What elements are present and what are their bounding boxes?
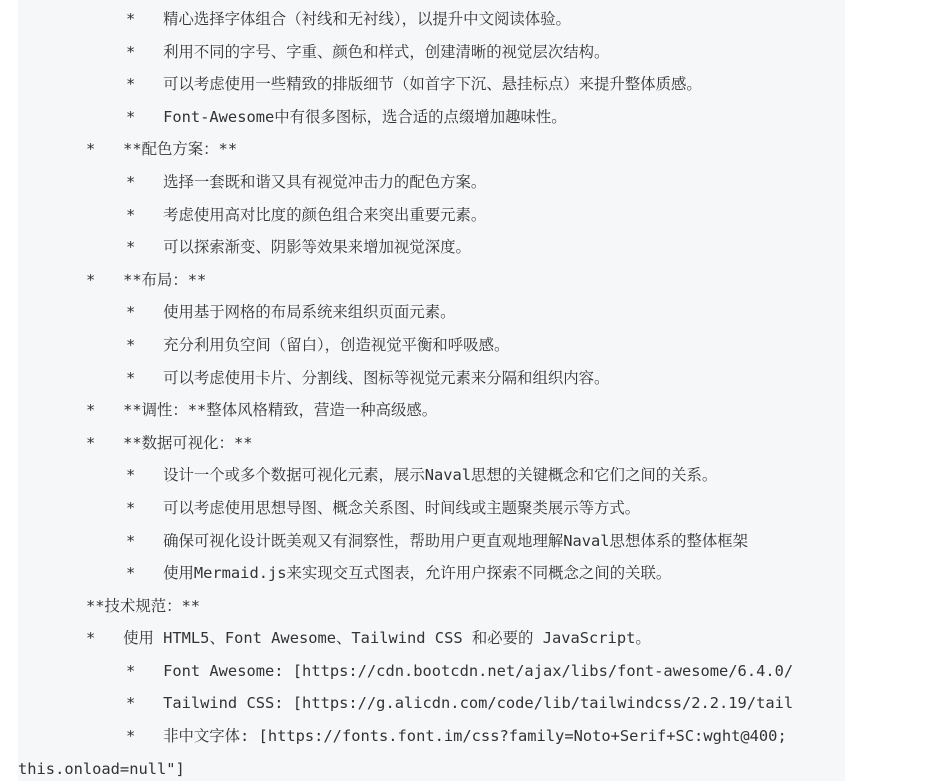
nested-list-line: * 非中文字体: [https://fonts.font.im/css?family=Noto+Serif+SC:wght@400; <box>126 727 787 746</box>
right-margin <box>845 0 934 781</box>
code-block <box>18 3 794 781</box>
nested-list-line: * 充分利用负空间（留白），创造视觉平衡和呼吸感。 <box>126 335 510 354</box>
continuation-line: this.onload=null"] <box>18 759 185 778</box>
nested-list-line: * 可以探索渐变、阴影等效果来增加视觉深度。 <box>126 238 471 257</box>
nested-list-line: * 设计一个或多个数据可视化元素，展示Naval思想的关键概念和它们之间的关系。 <box>126 466 718 485</box>
nested-list-line: * 精心选择字体组合（衬线和无衬线），以提升中文阅读体验。 <box>126 10 571 28</box>
nested-list-line: * Font Awesome: [https://cdn.bootcdn.net/ajax/libs/font-awesome/6.4.0/ <box>126 661 794 680</box>
code-block-panel <box>18 0 863 781</box>
nested-list-line: * 可以考虑使用一些精致的排版细节（如首字下沉、悬挂标点）来提升整体质感。 <box>126 75 702 94</box>
nested-list-line: * 利用不同的字号、字重、颜色和样式，创建清晰的视觉层次结构。 <box>126 42 610 61</box>
nested-list-line: * 考虑使用高对比度的颜色组合来突出重要元素。 <box>126 205 487 224</box>
nested-list-line: * 确保可视化设计既美观又有洞察性，帮助用户更直观地理解Naval思想体系的整体框架 <box>126 531 749 550</box>
nested-list-line: * 使用Mermaid.js来实现交互式图表，允许用户探索不同概念之间的关联。 <box>126 564 672 583</box>
list-line: * 使用 HTML5、Font Awesome、Tailwind CSS 和必要的 JavaScript。 <box>86 629 651 648</box>
nested-list-line: * 使用基于网格的布局系统来组织页面元素。 <box>126 303 456 322</box>
nested-list-line: * Tailwind CSS: [https://g.alicdn.com/code/lib/tailwindcss/2.2.19/tail <box>126 694 794 713</box>
nested-list-line: * 选择一套既和谐又具有视觉冲击力的配色方案。 <box>126 172 487 191</box>
list-line: * **数据可视化：** <box>86 433 253 452</box>
list-line: * **布局：** <box>86 270 207 289</box>
list-line: * **配色方案：** <box>86 140 238 159</box>
nested-list-line: * 可以考虑使用卡片、分割线、图标等视觉元素来分隔和组织内容。 <box>126 368 610 387</box>
nested-list-line: * 可以考虑使用思想导图、概念关系图、时间线或主题聚类展示等方式。 <box>126 498 641 517</box>
list-line: * **调性：**整体风格精致，营造一种高级感。 <box>86 401 438 420</box>
nested-list-line: * Font-Awesome中有很多图标，选合适的点缀增加趣味性。 <box>126 107 567 126</box>
list-line: **技术规范：** <box>86 596 201 615</box>
